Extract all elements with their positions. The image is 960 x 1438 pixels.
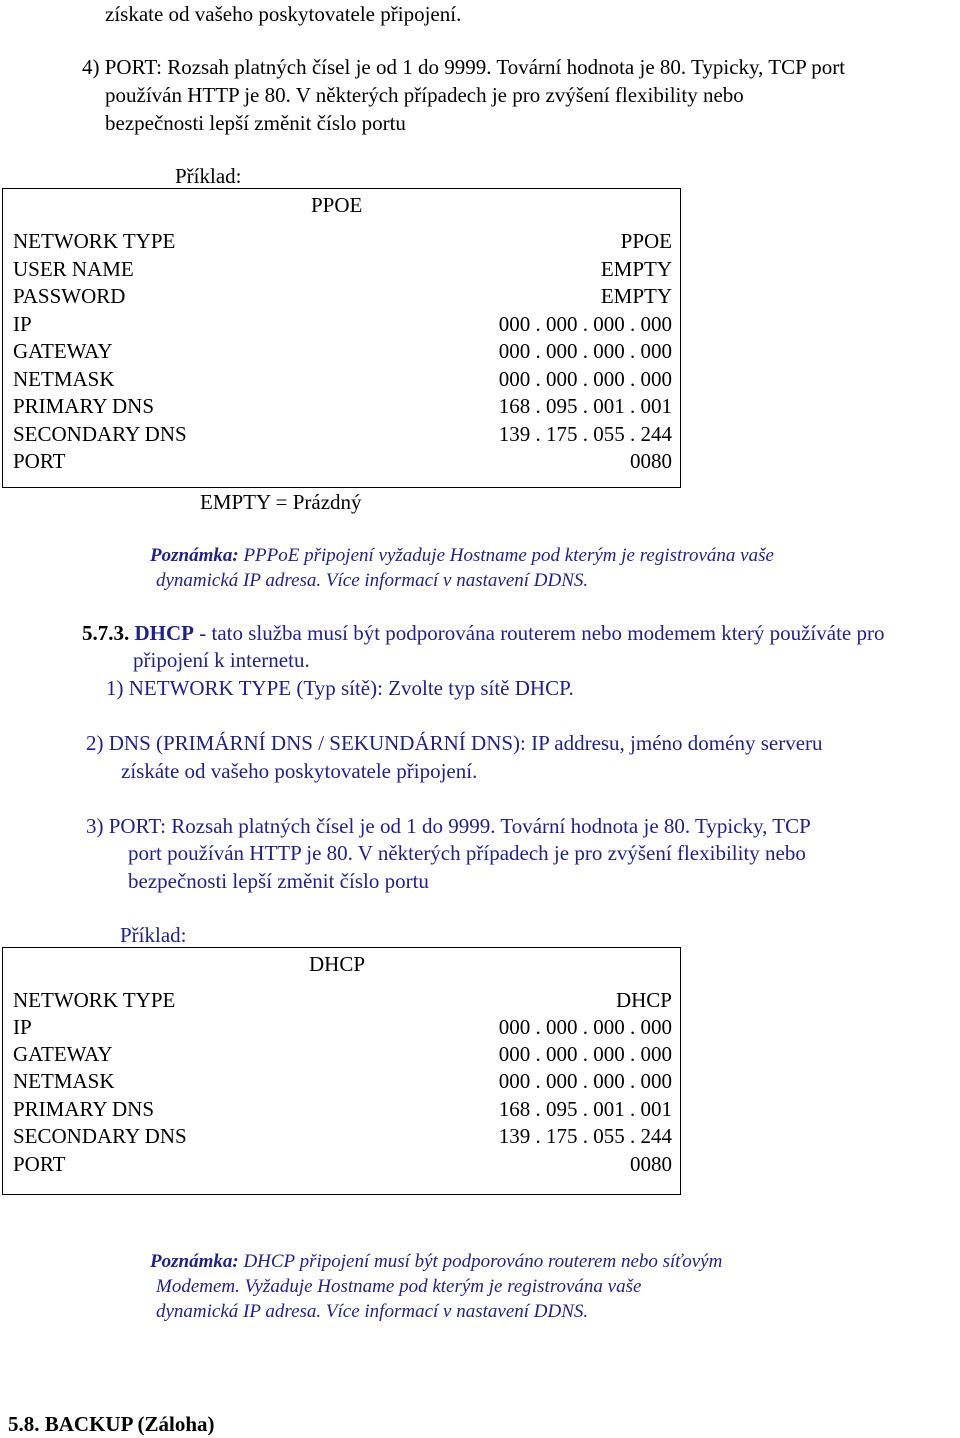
- row-value: 0080: [630, 449, 672, 473]
- note-label: Poznámka:: [150, 1251, 239, 1272]
- row-label: GATEWAY: [13, 339, 113, 363]
- pppoe-settings-table: [2, 188, 681, 488]
- row-label: NETMASK: [13, 367, 115, 391]
- section-description-line2: připojení k internetu.: [133, 648, 310, 672]
- note-dhcp-line3: dynamická IP adresa. Více informací v nastavení DDNS.: [156, 1301, 589, 1322]
- row-value: 000 . 000 . 000 . 000: [498, 367, 672, 391]
- row-value: EMPTY: [600, 284, 672, 308]
- row-value: 139 . 175 . 055 . 244: [498, 422, 672, 446]
- section-title: DHCP: [134, 621, 194, 645]
- empty-legend: EMPTY = Prázdný: [200, 490, 362, 514]
- item2-line: získáte od vašeho poskytovatele připojení.: [121, 759, 478, 783]
- note-dhcp-line2: Modemem. Vyžaduje Hostname pod kterým je registrována vaše: [156, 1276, 642, 1297]
- row-value: 000 . 000 . 000 . 000: [498, 1069, 672, 1093]
- item2-line: 2) DNS (PRIMÁRNÍ DNS / SEKUNDÁRNÍ DNS): IP addresu, jméno domény serveru: [86, 731, 823, 755]
- row-label: NETWORK TYPE: [13, 988, 176, 1012]
- row-label: SECONDARY DNS: [13, 1124, 187, 1148]
- note-label: Poznámka:: [150, 545, 239, 566]
- dhcp-settings-table: [2, 947, 681, 1195]
- table-title: DHCP: [309, 952, 366, 976]
- row-label: SECONDARY DNS: [13, 422, 187, 446]
- row-label: PORT: [13, 449, 66, 473]
- item4-line: používán HTTP je 80. V některých případech je pro zvýšení flexibility nebo: [105, 83, 744, 107]
- row-value: 000 . 000 . 000 . 000: [498, 1042, 672, 1066]
- row-label: PRIMARY DNS: [13, 394, 155, 418]
- row-label: PASSWORD: [13, 284, 126, 308]
- row-label: IP: [13, 312, 32, 336]
- item1-line: 1) NETWORK TYPE (Typ sítě): Zvolte typ sítě DHCP.: [106, 676, 574, 700]
- section-description: - tato služba musí být podporována routerem nebo modemem který používáte pro: [199, 621, 885, 645]
- row-value: 000 . 000 . 000 . 000: [498, 339, 672, 363]
- item3-line: port používán HTTP je 80. V některých případech je pro zvýšení flexibility nebo: [128, 841, 806, 865]
- item4-line: bezpečnosti lepší změnit číslo portu: [105, 111, 406, 135]
- note-text: DHCP připojení musí být podporováno routerem nebo síťovým: [243, 1251, 723, 1272]
- row-label: PRIMARY DNS: [13, 1097, 155, 1121]
- row-label: USER NAME: [13, 257, 134, 281]
- row-value: EMPTY: [600, 257, 672, 281]
- item4-line: 4) PORT: Rozsah platných čísel je od 1 do 9999. Tovární hodnota je 80. Typicky, TCP port: [82, 55, 846, 79]
- row-value: 000 . 000 . 000 . 000: [498, 1015, 672, 1039]
- item3-line: 3) PORT: Rozsah platných čísel je od 1 do 9999. Tovární hodnota je 80. Typicky, TCP: [86, 814, 811, 838]
- row-label: NETMASK: [13, 1069, 115, 1093]
- row-value: 139 . 175 . 055 . 244: [498, 1124, 672, 1148]
- item3-line: bezpečnosti lepší změnit číslo portu: [128, 869, 429, 893]
- note-pppoe-line2: dynamická IP adresa. Více informací v nastavení DDNS.: [156, 570, 589, 591]
- dhcp-section-heading: [82, 621, 884, 645]
- note-dhcp-line1: [150, 1250, 722, 1274]
- example-label: Příklad:: [175, 164, 242, 188]
- row-label: GATEWAY: [13, 1042, 113, 1066]
- row-value: DHCP: [615, 988, 672, 1012]
- paragraph-line: získate od vašeho poskytovatele připojení.: [105, 2, 462, 26]
- table-title: PPOE: [311, 193, 363, 217]
- example-label: Příklad:: [120, 923, 187, 947]
- row-label: PORT: [13, 1152, 66, 1176]
- row-value: PPOE: [620, 229, 672, 253]
- row-value: 0080: [630, 1152, 672, 1176]
- row-value: 000 . 000 . 000 . 000: [498, 312, 672, 336]
- row-label: IP: [13, 1015, 32, 1039]
- row-label: NETWORK TYPE: [13, 229, 176, 253]
- note-pppoe-line1: [150, 544, 774, 568]
- section-number: 5.7.3.: [82, 621, 130, 645]
- note-text: PPPoE připojení vyžaduje Hostname pod kterým je registrována vaše: [243, 545, 774, 566]
- row-value: 168 . 095 . 001 . 001: [498, 394, 672, 418]
- row-value: 168 . 095 . 001 . 001: [498, 1097, 672, 1121]
- next-section-heading: 5.8. BACKUP (Záloha): [8, 1412, 215, 1436]
